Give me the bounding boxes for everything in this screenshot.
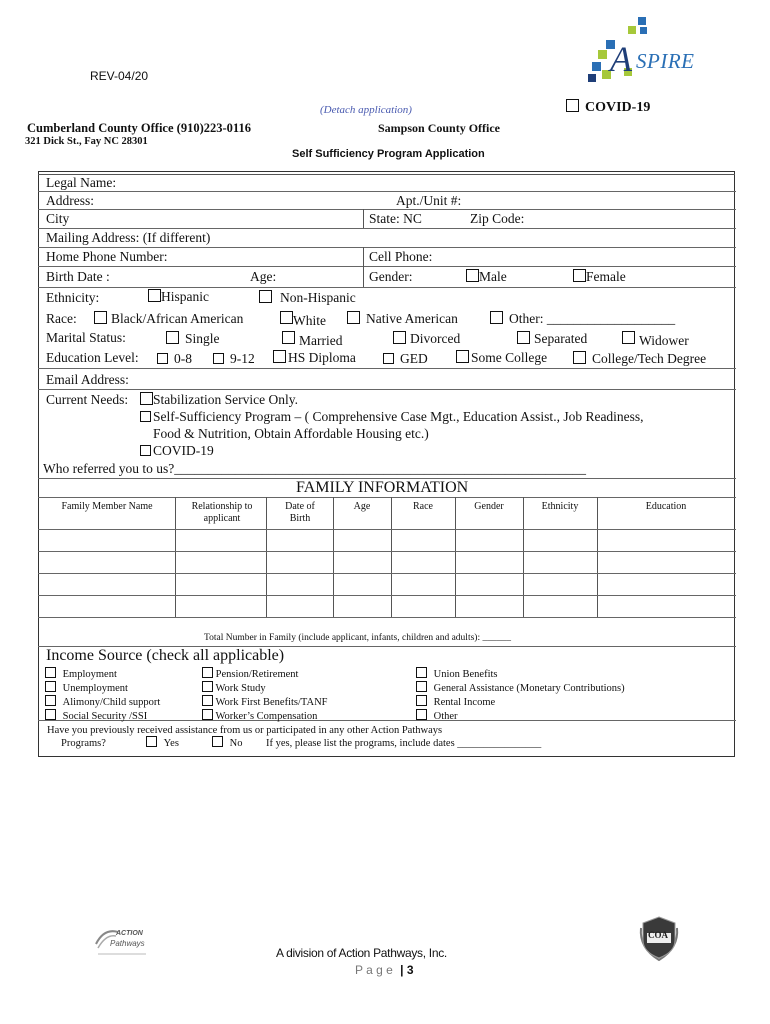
aspire-logo-letter: A <box>610 39 632 79</box>
city-label: City <box>46 211 70 226</box>
covid-label: COVID-19 <box>585 100 651 115</box>
education-label: Education Level: <box>46 350 139 365</box>
needs-covid-checkbox[interactable] <box>140 445 151 456</box>
tanf-label: Work First Benefits/TANF <box>215 697 328 708</box>
divorced-checkbox[interactable] <box>393 331 406 344</box>
alimony-checkbox[interactable] <box>45 695 56 706</box>
hispanic-checkbox[interactable] <box>148 289 161 302</box>
family-table-row[interactable] <box>39 552 735 573</box>
income-workers-comp-option[interactable] <box>202 709 328 723</box>
referred-by-field[interactable]: Who referred you to us?_____________________________________________________________ <box>43 461 586 476</box>
mailing-address-label: Mailing Address: (If different) <box>46 230 211 245</box>
other-race-checkbox[interactable] <box>490 311 503 324</box>
female-label: Female <box>586 269 626 284</box>
other-race-label: Other: ___________________ <box>509 311 676 326</box>
edu-hs-option[interactable] <box>273 350 356 366</box>
separated-checkbox[interactable] <box>517 331 530 344</box>
edu-some-college-option[interactable] <box>456 350 547 366</box>
edu-college-option[interactable] <box>573 351 706 367</box>
black-checkbox[interactable] <box>94 311 107 324</box>
gender-female-option[interactable] <box>573 269 626 285</box>
office-address: 321 Dick St., Fay NC 28301 <box>25 136 148 147</box>
income-col-1 <box>45 667 160 723</box>
native-checkbox[interactable] <box>347 311 360 324</box>
income-pension-option[interactable] <box>202 667 328 681</box>
workstudy-checkbox[interactable] <box>202 681 213 692</box>
income-unemployment-option[interactable] <box>45 681 160 695</box>
previous-no-checkbox[interactable] <box>212 736 223 747</box>
employment-label: Employment <box>62 669 117 680</box>
race-other-option[interactable] <box>490 311 675 327</box>
non-hispanic-label: Non-Hispanic <box>280 290 356 305</box>
race-native-option[interactable] <box>347 311 458 327</box>
family-col-dob: Date of Birth <box>285 501 315 524</box>
address-label: Address: <box>46 193 94 208</box>
non-hispanic-option[interactable] <box>259 290 356 306</box>
edu-912-label: 9-12 <box>230 351 255 366</box>
pension-label: Pension/Retirement <box>215 669 299 680</box>
race-label: Race: <box>46 311 77 326</box>
page-num: | 3 <box>400 963 414 977</box>
unemployment-checkbox[interactable] <box>45 681 56 692</box>
income-employment-option[interactable] <box>45 667 160 681</box>
male-checkbox[interactable] <box>466 269 479 282</box>
state-label: State: NC <box>369 211 422 226</box>
division-footer: A division of Action Pathways, Inc. <box>276 946 447 960</box>
white-label: White <box>293 313 326 328</box>
gender-male-option[interactable] <box>466 269 507 285</box>
income-other-checkbox[interactable] <box>416 709 427 720</box>
non-hispanic-checkbox[interactable] <box>259 290 272 303</box>
edu-912-checkbox[interactable] <box>213 353 224 364</box>
covid-option[interactable] <box>566 98 650 116</box>
general-assistance-checkbox[interactable] <box>416 681 427 692</box>
ethnicity-label: Ethnicity: <box>46 290 100 305</box>
covid-checkbox[interactable] <box>566 99 579 112</box>
programs-list-field[interactable]: If yes, please list the programs, include dates ________________ <box>266 738 542 749</box>
family-col-relationship: Relationship to applicant <box>191 501 253 524</box>
stabilization-label: Stabilization Service Only. <box>153 392 298 407</box>
aspire-logo <box>584 16 714 86</box>
separated-option[interactable] <box>517 331 587 347</box>
home-phone-label: Home Phone Number: <box>46 249 168 264</box>
edu-some-college-label: Some College <box>471 350 548 365</box>
edu-hs-checkbox[interactable] <box>273 350 286 363</box>
revision-label: REV-04/20 <box>90 69 149 83</box>
race-black-option[interactable] <box>94 311 243 327</box>
divorced-option[interactable] <box>393 331 460 347</box>
single-checkbox[interactable] <box>166 331 179 344</box>
ssi-checkbox[interactable] <box>45 709 56 720</box>
self-sufficiency-option[interactable] <box>140 409 644 425</box>
current-needs-label: Current Needs: <box>46 392 129 407</box>
edu-08-option[interactable] <box>157 351 192 367</box>
pension-checkbox[interactable] <box>202 667 213 678</box>
coa-accreditation-seal <box>637 914 681 962</box>
previous-assistance-question: Have you previously received assistance from us or participated in any other Action Pathways <box>47 725 443 736</box>
edu-college-checkbox[interactable] <box>573 351 586 364</box>
income-other-label: Other <box>433 711 458 722</box>
legal-name-label: Legal Name: <box>46 175 117 190</box>
family-col-name: Family Member Name <box>61 501 153 512</box>
income-other-option[interactable] <box>416 709 625 723</box>
zip-label: Zip Code: <box>470 211 525 226</box>
previous-yes-option[interactable] <box>146 736 179 750</box>
edu-hs-label: HS Diploma <box>288 350 356 365</box>
email-label <box>46 372 129 388</box>
native-label: Native American <box>366 311 458 326</box>
widower-option[interactable] <box>622 331 689 347</box>
married-option[interactable] <box>282 331 342 347</box>
hispanic-label: Hispanic <box>161 289 209 304</box>
union-checkbox[interactable] <box>416 667 427 678</box>
race-white-option[interactable] <box>280 311 326 327</box>
married-checkbox[interactable] <box>282 331 295 344</box>
family-info-title: FAMILY INFORMATION <box>296 479 469 496</box>
workstudy-label: Work Study <box>215 683 266 694</box>
edu-ged-option[interactable] <box>383 351 428 367</box>
male-label: Male <box>479 269 507 284</box>
edu-college-label: College/Tech Degree <box>592 351 707 366</box>
edu-ged-checkbox[interactable] <box>383 353 394 364</box>
family-col-education: Education <box>645 501 687 512</box>
aspire-logo-text: SPIRE <box>636 49 695 73</box>
family-col-ethnicity: Ethnicity <box>541 501 579 512</box>
tanf-checkbox[interactable] <box>202 695 213 706</box>
apt-label: Apt./Unit #: <box>396 193 462 208</box>
married-label: Married <box>299 333 343 348</box>
sampson-office: Sampson County Office <box>378 121 501 135</box>
action-logo-top-text: ACTION <box>116 930 143 937</box>
family-table-row[interactable] <box>39 574 735 595</box>
birth-date-label: Birth Date : <box>46 269 110 284</box>
detach-note: (Detach application) <box>320 104 412 116</box>
previous-no-option[interactable] <box>212 736 242 750</box>
workers-comp-checkbox[interactable] <box>202 709 213 720</box>
edu-08-label: 0-8 <box>174 351 192 366</box>
edu-some-college-checkbox[interactable] <box>456 350 469 363</box>
previous-yes-label: Yes <box>163 738 179 749</box>
marital-label: Marital Status: <box>46 330 126 345</box>
stabilization-option[interactable] <box>140 392 298 408</box>
income-general-assistance-option[interactable] <box>416 681 625 695</box>
family-col-age: Age <box>353 501 371 512</box>
cell-phone-label: Cell Phone: <box>369 249 433 264</box>
union-label: Union Benefits <box>433 669 498 680</box>
unemployment-label: Unemployment <box>62 683 128 694</box>
edu-08-checkbox[interactable] <box>157 353 168 364</box>
female-checkbox[interactable] <box>573 269 586 282</box>
edu-ged-label: GED <box>400 351 428 366</box>
family-table-row[interactable] <box>39 530 735 551</box>
income-col-2 <box>202 667 328 723</box>
hispanic-option[interactable] <box>148 289 209 305</box>
cumberland-office: Cumberland County Office (910)223-0116 <box>27 121 251 135</box>
total-family-field[interactable]: Total Number in Family (include applicant, infants, children and adults): ______ <box>204 633 511 643</box>
family-col-gender: Gender <box>474 501 504 512</box>
income-ssi-option[interactable] <box>45 709 160 723</box>
rental-checkbox[interactable] <box>416 695 427 706</box>
single-label: Single <box>185 331 220 346</box>
white-checkbox[interactable] <box>280 311 293 324</box>
general-assistance-label: General Assistance (Monetary Contributions) <box>433 683 625 694</box>
ssi-label: Social Security /SSI <box>62 711 148 722</box>
income-union-option[interactable] <box>416 667 625 681</box>
workers-comp-label: Worker’s Compensation <box>215 711 318 722</box>
self-sufficiency-checkbox[interactable] <box>140 411 151 422</box>
stabilization-checkbox[interactable] <box>140 392 153 405</box>
income-tanf-option[interactable] <box>202 695 328 709</box>
coa-seal-text: COA <box>648 930 668 940</box>
family-col-race: Race <box>413 501 433 512</box>
income-rental-option[interactable] <box>416 695 625 709</box>
income-workstudy-option[interactable] <box>202 681 328 695</box>
income-col-3 <box>416 667 625 723</box>
family-table-row[interactable] <box>39 596 735 617</box>
email-label-text: Email Address <box>46 372 126 387</box>
alimony-label: Alimony/Child support <box>62 697 161 708</box>
divorced-label: Divorced <box>410 331 461 346</box>
income-alimony-option[interactable] <box>45 695 160 709</box>
action-logo-bottom-text: Pathways <box>110 939 145 948</box>
gender-label: Gender: <box>369 269 413 284</box>
previous-no-label: No <box>229 738 243 749</box>
previous-yes-checkbox[interactable] <box>146 736 157 747</box>
page-number <box>355 962 414 978</box>
self-sufficiency-label-line2: Food & Nutrition, Obtain Affordable Housing etc.) <box>153 426 429 441</box>
age-label: Age: <box>250 269 277 284</box>
form-title: Self Sufficiency Program Application <box>292 148 485 160</box>
edu-912-option[interactable] <box>213 351 255 367</box>
separated-label: Separated <box>534 331 588 346</box>
black-label: Black/African American <box>111 311 244 326</box>
single-option[interactable] <box>166 331 220 347</box>
action-pathways-logo <box>94 924 150 958</box>
self-sufficiency-label: Self-Sufficiency Program – ( Comprehensive Case Mgt., Education Assist., Job Readiness, <box>153 409 644 424</box>
widower-label: Widower <box>639 333 689 348</box>
income-title: Income Source (check all applicable) <box>46 647 285 664</box>
needs-covid-label: COVID-19 <box>153 443 214 458</box>
widower-checkbox[interactable] <box>622 331 635 344</box>
employment-checkbox[interactable] <box>45 667 56 678</box>
needs-covid-option[interactable] <box>140 443 214 459</box>
page-word: P a g e <box>355 963 393 977</box>
rental-label: Rental Income <box>433 697 496 708</box>
programs-label: Programs? <box>61 738 106 749</box>
email-label-colon: : <box>125 372 129 387</box>
